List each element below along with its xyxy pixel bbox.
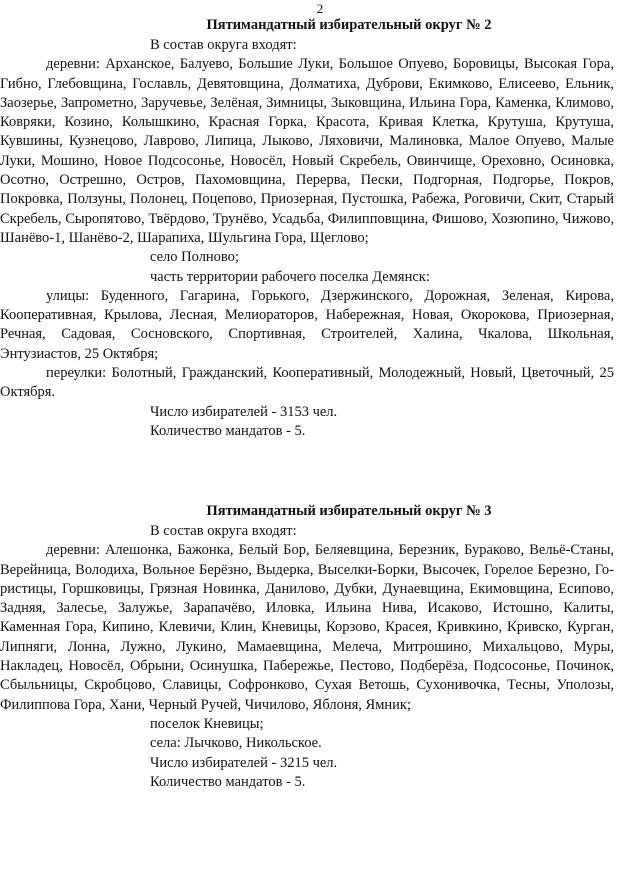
settlement-part-line: часть территории рабочего поселка Демянск: <box>150 268 430 285</box>
district-3-section <box>0 502 640 792</box>
district-2-section <box>0 16 640 441</box>
villages-list: деревни: Арханское, Балуево, Большие Луки, Большое Опуево, Боровицы, Высокая Гора, Гибно, Глебовщина, Гославль, Девятовщина, Долматиха, Дуброви, Екимково, Елисеево, Ельник, Заозерье, Запрометно, Заручевье, Зелёная, Зимницы, Зыковщина, Ильина Гора, Каменка, Климово, Ковряки, Козино, Колышкино, Красная Горка, Красота, Кривая Клетка, Крутуша, Крутуша, Кувшины, Кузнецово, Лаврово, Липица, Лыково, Ляховичи, Малиновка, Малое Опуево, Малые Луки, Мошино, Новое Подсосонье, Новосёл, Новый Скребель, Овинчище, Ореховно, Осиновка, Осотно, Острешно, Остров, Пахомовщина, Перерва, Пески, Подгорная, Подгорье, Покров, Покровка, Ползуны, Полонец, Поцепово, Приозерная, Пустошка, Рабежа, Роговичи, Скит, Старый Скребель, Сыропятово, Твёрдово, Трунёво, Усадьба, Филипповщина, Фишово, Хозюпино, Чижово, Шанёво-1, Шанёво-2, Шарапиха, Шульгина Гора, Щеглово; <box>0 56 614 246</box>
district-intro: В состав округа входят: <box>150 37 297 53</box>
lanes-list: переулки: Болотный, Гражданский, Кооперативный, Молодежный, Новый, Цветочный, 25 Октября. <box>0 365 614 401</box>
selo-line: село Полново; <box>150 249 239 266</box>
settlement-line: поселок Кневицы; <box>150 715 264 732</box>
villages-list: деревни: Алешонка, Бажонка, Белый Бор, Беляевщина, Березник, Бураково, Вельё-Станы, Верейница, Володиха, Вольное Берёзно, Выдерка, Выселки-Борки, Высочек, Горелое Березно, Гористицы, Горшковицы, Грязная Новинка, Данилово, Дубки, Дунаевщина, Екимовщина, Есипово, Задняя, Залесье, Залужье, Зарапачёво, Иловка, Ильина Нива, Исаково, Истошно, Калиты, Каменная Гора, Кипино, Клевичи, Клин, Кневицы, Корзово, Красея, Кривкино, Кривско, Курган, Липняги, Лонна, Лужно, Лукино, Мамаевщина, Мелеча, Митрошино, Михальцово, Муры, Накладец, Новосёл, Обрыни, Осинушка, Паберeжье, Пестово, Подберёза, Подсосонье, Починок, Сбыльницы, Скробцово, Славицы, Софронково, Сухая Ветошь, Сухонивочка, Тесны, Уполозы, Филиппова Гора, Хани, Черный Ручей, Чичилово, Яблоня, Ямник; <box>0 542 614 713</box>
streets-list: улицы: Буденного, Гагарина, Горького, Дзержинского, Дорожная, Зеленая, Кирова, Кооперативная, Крылова, Лесная, Мелиораторов, Набережная, Новая, Окорокова, Приозерная, Речная, Садовая, Сосновского, Спортивная, Строителей, Халина, Чкалова, Школьная, Энтузиастов, 25 Октября; <box>0 287 614 362</box>
mandates-count: Количество мандатов - 5. <box>150 422 306 439</box>
district-title: Пятимандатный избирательный округ № 3 <box>206 503 492 519</box>
voters-count: Число избирателей - 3153 чел. <box>150 403 338 420</box>
voters-count: Число избирателей - 3215 чел. <box>150 754 338 771</box>
selo-line: села: Лычково, Никольское. <box>150 735 322 752</box>
page-number: 2 <box>316 1 324 16</box>
mandates-count: Количество мандатов - 5. <box>150 773 306 790</box>
district-intro: В состав округа входят: <box>150 523 297 539</box>
district-title: Пятимандатный избирательный округ № 2 <box>206 17 492 33</box>
